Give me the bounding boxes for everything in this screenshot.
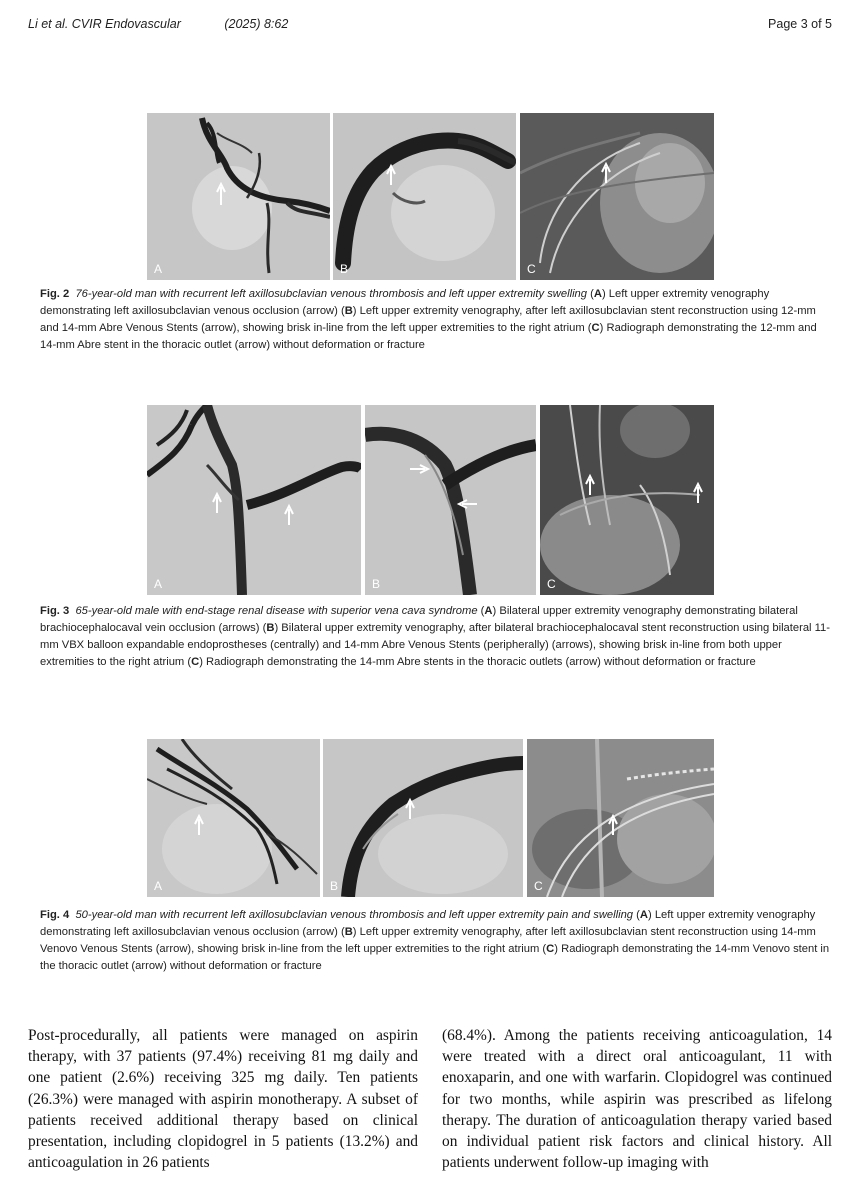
fig3-label: Fig. 3 xyxy=(40,605,70,617)
fig3-panel-b xyxy=(365,405,536,595)
fig2-panel-c-image xyxy=(520,113,714,280)
fig4-caption: Fig. 4 50-year-old man with recurrent left axillosubclavian venous thrombosis and left upper extremity pain and swelling (A) Left upper extremity venography demonstrating left axillosubclavian venous occlusion (arrow) (B) Left upper extremity venography, after left axillosubclavian stent reconstruction using 14-mm Venovo Venous Stents (arrow), showing brisk in-line from the left upper extremities to the right atrium (C) Radiograph demonstrating the 14-mm Venovo stent in the thoracic outlet (arrow) without deformation or fracture xyxy=(40,909,830,972)
fig2-panel-b xyxy=(333,113,516,280)
fig3-panel-b-image xyxy=(365,405,536,595)
fig3-panel-a-label: A xyxy=(154,577,163,591)
fig4-panel-c xyxy=(527,739,714,897)
fig4-panel-b xyxy=(323,739,523,897)
fig4-panel-a-image xyxy=(147,739,320,897)
fig3-panel-c xyxy=(540,405,714,595)
fig4-panel-a-label: A xyxy=(154,879,163,893)
fig2-label: Fig. 2 xyxy=(40,288,70,300)
fig3-panel-c-label: C xyxy=(547,577,556,591)
year-issue: (2025) 8:62 xyxy=(224,17,289,31)
fig4-panel-b-label: B xyxy=(330,879,339,893)
fig3-panel-a-image xyxy=(147,405,361,595)
page-number: Page 3 of 5 xyxy=(768,17,832,31)
body-right-column: (68.4%). Among the patients receiving anticoagulation, 14 were treated with a direct oral anticoagulant, 11 with enoxaparin, and one with warfarin. Clopidogrel was continued for two months, while aspirin was prescribed as lifelong therapy. The duration of anticoagulation therapy varied based on individual patient risk factors and clinical history. All patients underwent follow-up imaging with xyxy=(442,1027,832,1172)
fig4-panel-b-image xyxy=(323,739,523,897)
fig3-title: 65-year-old male with end-stage renal disease with superior vena cava syndrome xyxy=(75,605,478,617)
fig2-panel-c xyxy=(520,113,714,280)
body-left-column: Post-procedurally, all patients were managed on aspirin therapy, with 37 patients (97.4%) receiving 81 mg daily and one patient (2.6%) receiving 325 mg daily. Ten patients (26.3%) were managed with aspirin monotherapy. A subset of patients received additional therapy based on clinical presentation, including clopidogrel in 5 patients (13.2%) and anticoagulation in 26 patients xyxy=(28,1027,418,1172)
fig3-panel-a xyxy=(147,405,361,595)
fig2-caption: Fig. 2 76-year-old man with recurrent left axillosubclavian venous thrombosis and left upper extremity swelling (A) Left upper extremity venography demonstrating left axillosubclavian venous occlusion (arrow) (B) Left upper extremity venography, after left axillosubclavian stent reconstruction using 12-mm and 14-mm Abre Venous Stents (arrow), showing brisk in-line from the left upper extremities to the right atrium (C) Radiograph demonstrating the 12-mm and 14-mm Abre stent in the thoracic outlet (arrow) without deformation or fracture xyxy=(40,288,817,351)
fig4-label: Fig. 4 xyxy=(40,909,70,921)
fig4-panel-c-image xyxy=(527,739,714,897)
fig2-panel-b-label: B xyxy=(340,262,349,276)
fig2-panel-c-label: C xyxy=(527,262,536,276)
fig2-panel-a xyxy=(147,113,330,280)
fig4-panel-c-label: C xyxy=(534,879,543,893)
running-header xyxy=(28,17,288,31)
fig4-title: 50-year-old man with recurrent left axillosubclavian venous thrombosis and left upper extremity pain and swelling xyxy=(75,909,634,921)
fig4-panel-a xyxy=(147,739,320,897)
fig2-panel-a-label: A xyxy=(154,262,163,276)
fig3-panel-b-label: B xyxy=(372,577,381,591)
journal-citation: Li et al. CVIR Endovascular xyxy=(28,17,181,31)
fig2-panel-b-image xyxy=(333,113,516,280)
fig2-title: 76-year-old man with recurrent left axillosubclavian venous thrombosis and left upper extremity swelling xyxy=(75,288,587,300)
fig2-panel-a-image xyxy=(147,113,330,280)
fig3-caption: Fig. 3 65-year-old male with end-stage renal disease with superior vena cava syndrome (A) Bilateral upper extremity venography demonstrating bilateral brachiocephalocaval vein occlusion (arrows) (B) Bilateral upper extremity venography, after bilateral brachiocephalocaval stent reconstruction using bilateral 11-mm VBX balloon expandable endoprostheses (centrally) and 14-mm Abre Venous Stents (peripherally) (arrows), showing brisk in-line from both upper extremities to the right atrium (C) Radiograph demonstrating the 14-mm Abre stents in the thoracic outlets (arrow) without deformation or fracture xyxy=(40,605,830,668)
fig3-panel-c-image xyxy=(540,405,714,595)
